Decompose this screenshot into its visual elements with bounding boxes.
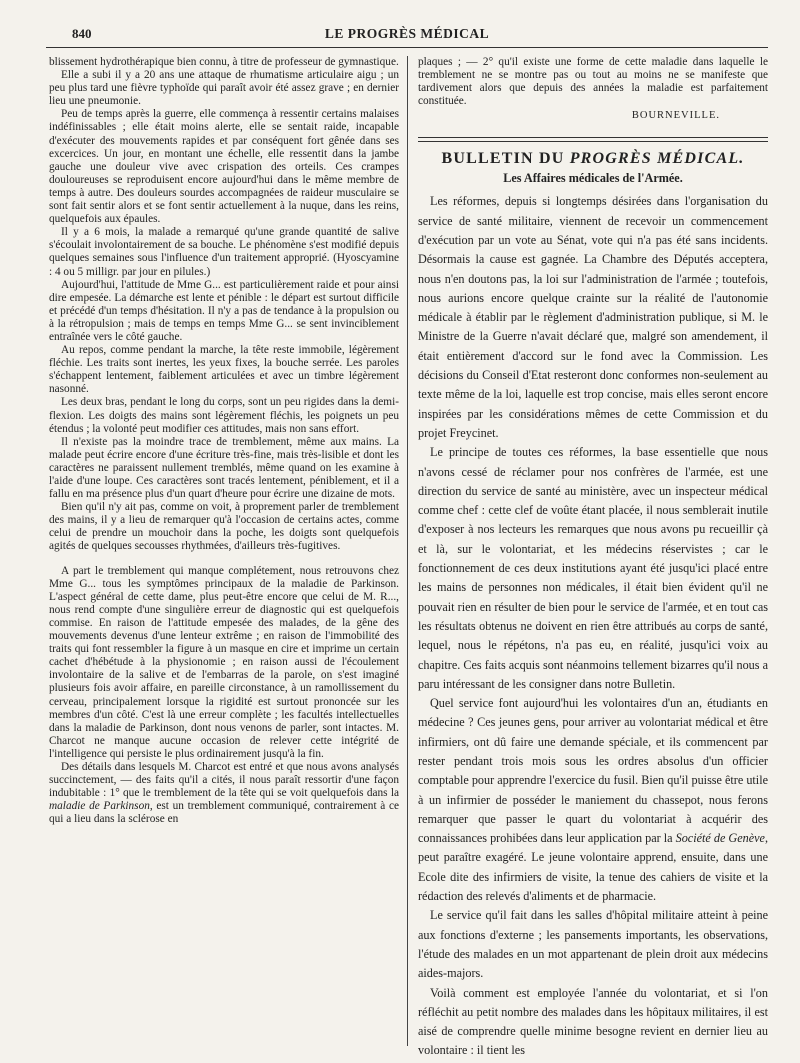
text-run: dans la	[366, 787, 400, 800]
body-paragraph: Peu de temps après la guerre, elle commença à ressentir certains malaises indéfinissables ; elle était moins alerte, elle se sentait raide, incapable d'exécuter des mouvements rapides et par conséquent fort gênée dans ses excercices. Un jour, en montant une échelle, elle ressentit dans la jambe gauche une douleur vive avec crispation des orteils. Ces crampes douloureuses se reproduisent encore aujourd'hui dans le même membre de temps à autre. Des douleurs sourdes accompagnées de raideur musculaire se sont fait sentir alors et se font sentir actuellement à la nuque, dans les reins, quelquefois aux épaules.	[49, 108, 399, 226]
author-signature: BOURNEVILLE.	[631, 110, 720, 122]
bulletin-title-part: BULLETIN DU	[441, 150, 570, 168]
body-paragraph: Au repos, comme pendant la marche, la tête reste immobile, légèrement fléchie. Les traits sont inertes, les yeux fixes, la bouche serrée. Les paroles s'échappent lentement, faiblement articulées et avec un timbre légèrement nasonné.	[49, 344, 399, 396]
body-paragraph: Il n'existe pas la moindre trace de tremblement, même aux mains. La malade peut écrire encore d'une écriture très-fine, mais très-lisible et dont les caractères ne paraissent nullement tremblés, même quand on les examine à l'aide d'une loupe. Ces caractères sont tracés lentement, péniblement, et il a fallu en ma présence plus d'un quart d'heure pour écrire une dizaine de mots.	[49, 435, 399, 501]
text-run: par la	[645, 831, 676, 846]
body-paragraph: Le principe de toutes ces réformes, la base essentielle que nous n'avons cessé de réclamer pour nos confrères de l'armée, est une direction du service de santé au ministère, avec un inspecteur médical comme chef : cette clef de voûte étant placée, il nous semblerait inutile d'exposer à nos lecteurs les remarques que nous avons pu recueillir çà et là, sur le volontariat, et les médecins réservistes ; car le fonctionnement de ces deux institutions ayant été jusqu'ici placé entre les mains de personnes non médicales, il était bien évident qu'il ne pouvait rien en résulter de bien pour le service de l'armée, et en tout cas les résultats obtenus ne doivent en rien être attribués au corps de santé, lequel, nous le répétons, n'a pas eu, en réalité, jusqu'ici voix au chapitre. Ces faits acquis sont néanmoins tellement bizarres qu'il nous a paru intéressant de les consigner dans notre Bulletin.	[418, 445, 768, 691]
bulletin-title	[418, 150, 768, 168]
body-paragraph: Voilà comment est employée l'année du volontariat, et si l'on réfléchit au petit nombre des malades dans les hôpitaux militaires, il est aisé de comprendre quelle minime besogne revient en dernier lieu au volontaire : il tient les	[418, 985, 768, 1058]
body-paragraph: Bien qu'il n'y ait pas, comme on voit, à proprement parler de tremblement des mains, il y a lieu de remarquer qu'à l'occasion de certains actes, comme celui de prendre un mouchoir dans la poche, les doigts sont quelquefois agités de quelques secousses rhythmées, d'ailleurs très-fugitives.	[49, 501, 399, 553]
text-run: Quel service font aujourd'hui les volontaires d'un an, étudiants en médecine ? Ces jeunes gens, pour arriver au volontariat médical et être infirmiers, ont dû faire une demande spéciale, et ils commencent par rester pendant trois mois sous les ordres absolus d'un officier comptable pour apprendre l'exercice du fusil. Bien qu'il puisse être utile à un infirmier de posséder le maniement du chassepot, nous ferons remarquer que passer le quart du volontariat à acquérir des connaissances prohibées dans leur application	[418, 696, 768, 846]
text-run: Des détails dans lesquels M. Charcot est entré et que nous avons analysés succinctement, — des faits qu'il a cités, il nous paraît ressortir d'une façon indubitable : 1° que le tremblement de la tête qui se voit quelquefois	[49, 760, 399, 800]
body-paragraph: Les deux bras, pendant le long du corps, sont un peu rigides dans la demi-flexion. Les doigts des mains sont légèrement fléchis, les poignets un peu étendus ; la volonté peut modifier ces attitudes, mais non sans effort.	[49, 396, 399, 435]
header-rule	[46, 47, 768, 48]
body-paragraph	[418, 694, 768, 906]
body-paragraph: A part le tremblement qui manque complétement, nous retrouvons chez Mme G... tous les symptômes principaux de la maladie de Parkinson. L'aspect général de cette dame, plus peut-être encore que celui de M. R..., nous rend compte d'une singulière erreur de diagnostic qui est quelquefois commise. En raison de l'attitude empesée des malades, de la gêne des mouvements devenus d'une lenteur extrême ; en raison de l'immobilité des traits qui font ressembler la figure à un masque en cire et imprime un certain cachet d'hébétude à la physionomie ; en raison aussi de l'écoulement involontaire de la salive et de l'embarras de la parole, on s'est imaginé plusieurs fois avoir affaire, en pareille circonstance, à un ramollissement du cerveau, principalement lorsque la rigidité est surtout prononcée sur les membres d'un côté. C'est là une erreur complète ; les facultés intellectuelles dans la maladie de Parkinson, dont nous venons de parler, sont intactes. M. Charcot ne manque aucune occasion de relever cette intégrité de l'intelligence qui persiste le plus ordinairement jusqu'à la fin.	[49, 564, 399, 760]
bulletin-title-part: PROGRÈS MÉDICAL.	[569, 150, 745, 168]
body-paragraph: Le service qu'il fait dans les salles d'hôpital militaire atteint à peine aux fonctions d'externe ; les pansements importants, les observations, l'étude des malades en un mot appartenant de plein droit aux médecins aides-majors.	[418, 908, 768, 981]
body-paragraph: blissement hydrothérapique bien connu, à titre de professeur de gymnastique.	[49, 56, 399, 68]
section-rule	[418, 137, 768, 142]
running-title: LE PROGRÈS MÉDICAL	[324, 26, 490, 41]
body-paragraph: Il y a 6 mois, la malade a remarqué qu'une grande quantité de salive s'écoulait involontairement de sa bouche. Le phénomène s'est modifié depuis quelques semaines sous l'influence d'un traitement approprié. (Hyoscyamine : 4 ou 5 milligr. par jour en pilules.)	[49, 226, 399, 278]
text-run: , est un tremblement communiqué, contrairement à ce qui a lieu dans la sclérose en	[49, 800, 399, 826]
left-column	[49, 56, 399, 1046]
page-number: 840	[72, 26, 92, 41]
page-header	[46, 22, 768, 44]
right-column	[418, 56, 768, 1058]
column-divider	[407, 56, 408, 1046]
text-run: , peut paraître exagéré. Le jeune volontaire apprend, ensuite, dans une Ecole dite des infirmiers de visite, la tenue des cahiers de visite et la rédaction des relevés d'aliments et de pharmacie.	[418, 831, 768, 904]
body-paragraph-last	[49, 761, 399, 826]
body-paragraph: Elle a subi il y a 20 ans une attaque de rhumatisme articulaire aigu ; un peu plus tard une fièvre typhoïde qui paraît avoir été assez grave ; en dernier lieu une pneumonie.	[49, 69, 399, 108]
italic-term: Société de Genève	[675, 831, 765, 846]
article-heading: Les Affaires médicales de l'Armée.	[503, 171, 683, 186]
continuation-paragraph: plaques ; — 2° qu'il existe une forme de cette maladie dans laquelle le tremblement ne se montre pas ou tout au moins ne se manifeste que tardivement alors que depuis des années la maladie est parfaitement constituée.	[418, 56, 768, 108]
body-paragraph: Aujourd'hui, l'attitude de Mme G... est particulièrement raide et pour ainsi dire empesée. La démarche est lente et pénible : le départ est surtout difficile et précédé d'un temps d'hésitation. Il n'y a pas de tendance à la propulsion ou à la rétropulsion ; mais de temps en temps Mme G... se sent invinciblement entraînée vers le côté gauche.	[49, 278, 399, 343]
italic-term: maladie de Parkinson	[49, 800, 150, 813]
body-paragraph: Les réformes, depuis si longtemps désirées dans l'organisation du service de santé militaire, viennent de recevoir un commencement d'exécution par un vote au Sénat, vote qui n'a pas été sans incidents. Désormais la cause est gagnée. La Chambre des Députés acceptera, nous n'en doutons pas, la loi sur l'administration de l'armée ; toutefois, nous aurions encore quelque crainte sur la réalité de l'autonomie médicale à établir par le règlement d'administration publique, si M. le Ministre de la Guerre n'avait déclaré que, malgré son amendement, il était entièrement d'accord sur le fond avec la Commission. Les décisions du Conseil d'Etat resteront donc conformes non-seulement au texte même de la loi, laquelle est trop concise, mais elles seront encore inspirées par les considérations mêmes de cette Commission et du projet Freycinet.	[418, 194, 768, 440]
